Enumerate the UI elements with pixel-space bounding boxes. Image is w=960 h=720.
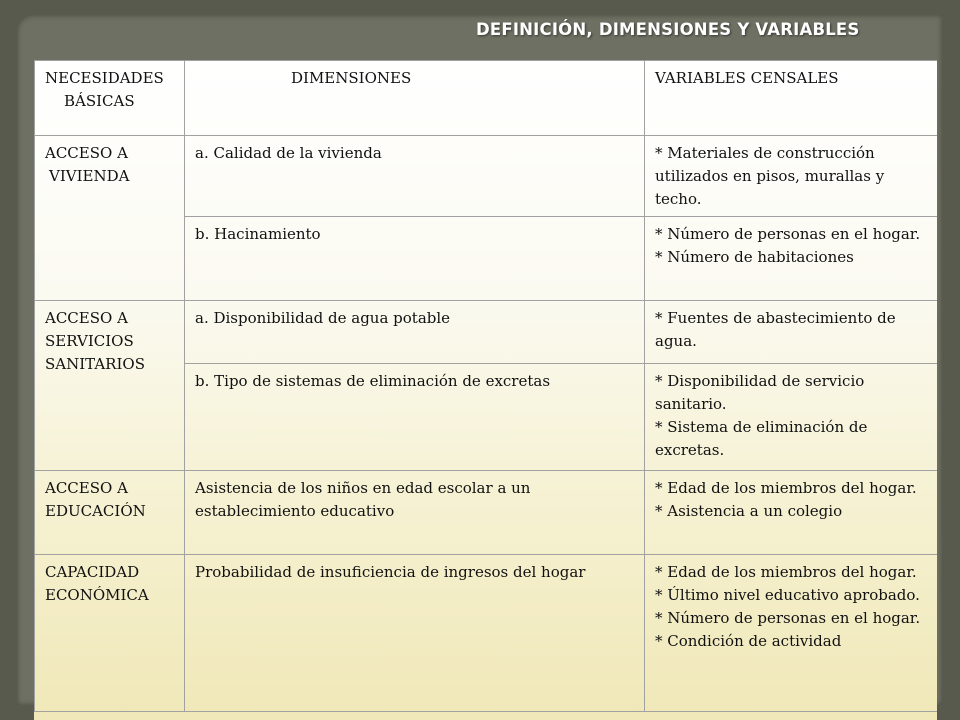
variable-item: * Disponibilidad de servicio sanitario. (655, 372, 865, 413)
nbi-table (34, 60, 937, 712)
variables-cell (645, 136, 938, 217)
dimension-cell: a. Disponibilidad de agua potable (185, 301, 645, 364)
variable-item: * Sistema de eliminación de excretas. (655, 418, 868, 459)
need-educacion-line-1: ACCESO A (45, 479, 128, 497)
header-necesidades-line-1: NECESIDADES (45, 69, 164, 87)
dimension-cell: Probabilidad de insuficiencia de ingresos del hogar (185, 555, 645, 712)
variable-item: * Número de habitaciones (655, 248, 854, 266)
variable-item: * Número de personas en el hogar. (655, 225, 921, 243)
variable-item: * Condición de actividad (655, 632, 842, 650)
variable-item: * Fuentes de abastecimiento de agua. (655, 309, 896, 350)
dimension-cell: b. Tipo de sistemas de eliminación de excretas (185, 364, 645, 471)
header-variables: VARIABLES CENSALES (645, 61, 938, 136)
need-vivienda-line-1: ACCESO A (45, 144, 128, 162)
variable-item: * Edad de los miembros del hogar. (655, 479, 917, 497)
need-sanitarios-line-1: ACCESO A (45, 309, 128, 327)
need-sanitarios-line-3: SANITARIOS (45, 355, 145, 373)
need-educacion (35, 471, 185, 555)
need-economica (35, 555, 185, 712)
slide-title: DEFINICIÓN, DIMENSIONES Y VARIABLES (476, 20, 860, 39)
variable-item: * Asistencia a un colegio (655, 502, 843, 520)
variable-item: * Materiales de construcción utilizados en pisos, murallas y techo. (655, 144, 885, 208)
variables-cell (645, 555, 938, 712)
variable-item: * Último nivel educativo aprobado. (655, 586, 920, 604)
need-sanitarios (35, 301, 185, 471)
header-dimensiones: DIMENSIONES (185, 61, 645, 136)
dimension-cell: Asistencia de los niños en edad escolar a un establecimiento educativo (185, 471, 645, 555)
table-row (35, 301, 938, 364)
table-row (35, 471, 938, 555)
variables-cell (645, 301, 938, 364)
table-row (35, 555, 938, 712)
variable-item: * Edad de los miembros del hogar. (655, 563, 917, 581)
variable-item: * Número de personas en el hogar. (655, 609, 921, 627)
table-row (35, 136, 938, 217)
dimension-cell: a. Calidad de la vivienda (185, 136, 645, 217)
need-vivienda-line-2: VIVIENDA (49, 167, 130, 185)
variables-cell (645, 471, 938, 555)
need-educacion-line-2: EDUCACIÓN (45, 502, 146, 520)
need-economica-line-2: ECONÓMICA (45, 586, 149, 604)
header-necesidades (35, 61, 185, 136)
table-header-row (35, 61, 938, 136)
dimension-cell: b. Hacinamiento (185, 217, 645, 301)
nbi-table-container (34, 60, 937, 720)
variables-cell (645, 364, 938, 471)
header-necesidades-line-2: BÁSICAS (64, 92, 135, 110)
variables-cell (645, 217, 938, 301)
need-sanitarios-line-2: SERVICIOS (45, 332, 134, 350)
need-economica-line-1: CAPACIDAD (45, 563, 140, 581)
need-vivienda (35, 136, 185, 301)
